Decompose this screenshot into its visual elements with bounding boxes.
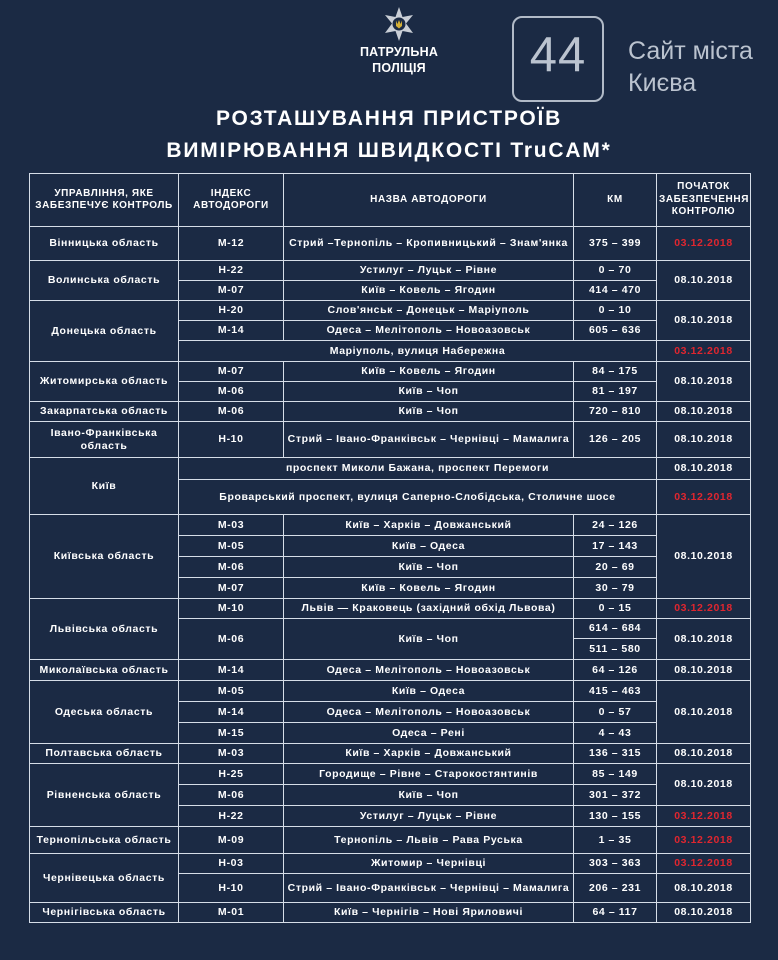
date-cell: 08.10.2018 [657, 764, 751, 806]
title-line1: РОЗТАШУВАННЯ ПРИСТРОЇВ [215, 107, 563, 130]
km-cell: 0 – 70 [574, 261, 657, 281]
road-cell: Тернопіль – Львів – Рава Руська [284, 827, 574, 854]
road-cell: Житомир – Чернівці [284, 854, 574, 874]
date-cell: 08.10.2018 [657, 458, 751, 480]
km-cell: 64 – 117 [574, 903, 657, 923]
region-cell: Чернівецька область [30, 854, 179, 903]
watermark-line2: Києва [628, 69, 697, 97]
km-cell: 84 – 175 [574, 362, 657, 382]
index-cell: М-06 [179, 402, 284, 422]
table-row [30, 458, 751, 480]
index-cell: М-12 [179, 227, 284, 261]
road-cell: Київ – Чернігів – Нові Яриловичі [284, 903, 574, 923]
road-cell: Київ – Одеса [284, 536, 574, 557]
road-cell: Київ – Ковель – Ягодин [284, 362, 574, 382]
date-cell: 03.12.2018 [657, 341, 751, 362]
date-cell: 03.12.2018 [657, 827, 751, 854]
km-cell: 614 – 684 [574, 619, 657, 639]
date-cell: 08.10.2018 [657, 744, 751, 764]
road-cell: Одеса – Мелітополь – Новоазовськ [284, 660, 574, 681]
region-cell: Львівська область [30, 599, 179, 660]
table-row [30, 227, 751, 261]
date-cell: 03.12.2018 [657, 854, 751, 874]
km-cell: 130 – 155 [574, 806, 657, 827]
road-cell: Київ – Одеса [284, 681, 574, 702]
region-cell: Чернігівська область [30, 903, 179, 923]
index-cell: М-07 [179, 362, 284, 382]
km-cell: 0 – 57 [574, 702, 657, 723]
page-title [0, 103, 778, 167]
index-cell: Н-22 [179, 261, 284, 281]
title-line2: ВИМІРЮВАННЯ ШВИДКОСТІ TruCAM* [166, 139, 612, 162]
index-cell: М-06 [179, 619, 284, 660]
watermark-text [628, 35, 753, 99]
table-row [30, 827, 751, 854]
km-cell: 20 – 69 [574, 557, 657, 578]
index-cell: М-14 [179, 702, 284, 723]
date-cell: 03.12.2018 [657, 480, 751, 515]
table-row [30, 515, 751, 536]
road-cell: Стрий – Івано-Франківськ – Чернівці – Мамалига [284, 874, 574, 903]
table-row [30, 744, 751, 764]
road-cell: Київ – Чоп [284, 785, 574, 806]
km-cell: 64 – 126 [574, 660, 657, 681]
road-cell: Городище – Рівне – Старокостянтинів [284, 764, 574, 785]
table-row [30, 854, 751, 874]
km-cell: 0 – 15 [574, 599, 657, 619]
road-cell: Київ – Ковель – Ягодин [284, 281, 574, 301]
region-cell: Донецька область [30, 301, 179, 362]
police-logo [350, 6, 448, 76]
index-cell: М-14 [179, 660, 284, 681]
header-km: КМ [574, 174, 657, 227]
road-cell: Одеса – Мелітополь – Новоазовськ [284, 702, 574, 723]
date-cell: 08.10.2018 [657, 261, 751, 301]
region-cell: Івано-Франківська область [30, 422, 179, 458]
region-cell: Волинська область [30, 261, 179, 301]
road-cell: Маріуполь, вулиця Набережна [179, 341, 657, 362]
km-cell: 206 – 231 [574, 874, 657, 903]
km-cell: 0 – 10 [574, 301, 657, 321]
road-cell: Одеса – Рені [284, 723, 574, 744]
index-cell: Н-20 [179, 301, 284, 321]
index-cell: М-03 [179, 744, 284, 764]
region-cell: Миколаївська область [30, 660, 179, 681]
date-cell: 08.10.2018 [657, 402, 751, 422]
date-cell: 08.10.2018 [657, 422, 751, 458]
road-cell: Стрий –Тернопіль – Кропивницький – Знам'янка [284, 227, 574, 261]
index-cell: Н-03 [179, 854, 284, 874]
speed-cameras-table [29, 173, 751, 923]
date-cell: 08.10.2018 [657, 362, 751, 402]
table-row [30, 422, 751, 458]
logo-line2: ПОЛІЦІЯ [372, 61, 426, 75]
road-cell: Київ – Ковель – Ягодин [284, 578, 574, 599]
date-cell: 08.10.2018 [657, 681, 751, 744]
road-cell: Устилуг – Луцьк – Рівне [284, 806, 574, 827]
date-cell: 08.10.2018 [657, 903, 751, 923]
km-cell: 30 – 79 [574, 578, 657, 599]
table-row [30, 301, 751, 321]
index-cell: М-09 [179, 827, 284, 854]
region-cell: Одеська область [30, 681, 179, 744]
watermark-line1: Сайт міста [628, 37, 753, 65]
index-cell: М-06 [179, 785, 284, 806]
road-cell: Львів — Краковець (західний обхід Львова) [284, 599, 574, 619]
table-header-row [30, 174, 751, 227]
index-cell: М-07 [179, 281, 284, 301]
date-cell: 03.12.2018 [657, 806, 751, 827]
road-cell: проспект Миколи Бажана, проспект Перемоги [179, 458, 657, 480]
index-cell: М-14 [179, 321, 284, 341]
region-cell: Вінницька область [30, 227, 179, 261]
index-cell: М-10 [179, 599, 284, 619]
table-row [30, 362, 751, 382]
km-cell: 720 – 810 [574, 402, 657, 422]
km-cell: 1 – 35 [574, 827, 657, 854]
km-cell: 375 – 399 [574, 227, 657, 261]
km-cell: 415 – 463 [574, 681, 657, 702]
km-cell: 605 – 636 [574, 321, 657, 341]
region-cell: Київ [30, 458, 179, 515]
date-cell: 08.10.2018 [657, 619, 751, 660]
road-cell: Устилуг – Луцьк – Рівне [284, 261, 574, 281]
km-cell: 85 – 149 [574, 764, 657, 785]
road-cell: Київ – Чоп [284, 402, 574, 422]
km-cell: 301 – 372 [574, 785, 657, 806]
km-cell: 414 – 470 [574, 281, 657, 301]
km-cell: 511 – 580 [574, 639, 657, 660]
header-index: ІНДЕКС АВТОДОРОГИ [179, 174, 284, 227]
date-cell: 08.10.2018 [657, 660, 751, 681]
km-cell: 303 – 363 [574, 854, 657, 874]
km-cell: 81 – 197 [574, 382, 657, 402]
km-cell: 4 – 43 [574, 723, 657, 744]
date-cell: 08.10.2018 [657, 874, 751, 903]
date-cell: 03.12.2018 [657, 227, 751, 261]
region-cell: Полтавська область [30, 744, 179, 764]
logo-line1: ПАТРУЛЬНА [359, 45, 439, 59]
road-cell: Київ – Харків – Довжанський [284, 744, 574, 764]
region-cell: Київська область [30, 515, 179, 599]
index-cell: Н-10 [179, 874, 284, 903]
date-cell: 08.10.2018 [657, 301, 751, 341]
police-star-icon [381, 6, 417, 42]
km-cell: 136 – 315 [574, 744, 657, 764]
table-row [30, 660, 751, 681]
index-cell: М-15 [179, 723, 284, 744]
index-cell: М-07 [179, 578, 284, 599]
index-cell: Н-10 [179, 422, 284, 458]
date-cell: 03.12.2018 [657, 599, 751, 619]
km-cell: 126 – 205 [574, 422, 657, 458]
region-cell: Рівненська область [30, 764, 179, 827]
table-row [30, 903, 751, 923]
road-cell: Одеса – Мелітополь – Новоазовськ [284, 321, 574, 341]
index-cell: М-05 [179, 536, 284, 557]
index-cell: Н-22 [179, 806, 284, 827]
road-cell: Київ – Чоп [284, 382, 574, 402]
region-cell: Закарпатська область [30, 402, 179, 422]
index-cell: М-06 [179, 382, 284, 402]
header-start: ПОЧАТОК ЗАБЕЗПЕЧЕННЯ КОНТРОЛЮ [657, 174, 751, 227]
watermark-number: 44 [529, 28, 587, 82]
header-road: НАЗВА АВТОДОРОГИ [284, 174, 574, 227]
index-cell: Н-25 [179, 764, 284, 785]
table-row [30, 764, 751, 785]
region-cell: Житомирська область [30, 362, 179, 402]
road-cell: Стрий – Івано-Франківськ – Чернівці – Мамалига [284, 422, 574, 458]
index-cell: М-05 [179, 681, 284, 702]
table-row [30, 261, 751, 281]
table-row [30, 681, 751, 702]
table-row [30, 402, 751, 422]
road-cell: Київ – Харків – Довжанський [284, 515, 574, 536]
logo-text [350, 44, 448, 76]
region-cell: Тернопільська область [30, 827, 179, 854]
road-cell: Київ – Чоп [284, 557, 574, 578]
index-cell: М-01 [179, 903, 284, 923]
road-cell: Броварський проспект, вулиця Саперно-Слобідська, Столичне шосе [179, 480, 657, 515]
road-cell: Київ – Чоп [284, 619, 574, 660]
km-cell: 17 – 143 [574, 536, 657, 557]
index-cell: М-06 [179, 557, 284, 578]
table-row [30, 599, 751, 619]
km-cell: 24 – 126 [574, 515, 657, 536]
header-region: УПРАВЛІННЯ, ЯКЕ ЗАБЕЗПЕЧУЄ КОНТРОЛЬ [30, 174, 179, 227]
site-watermark [510, 14, 772, 104]
road-cell: Слов'янськ – Донецьк – Маріуполь [284, 301, 574, 321]
index-cell: М-03 [179, 515, 284, 536]
date-cell: 08.10.2018 [657, 515, 751, 599]
